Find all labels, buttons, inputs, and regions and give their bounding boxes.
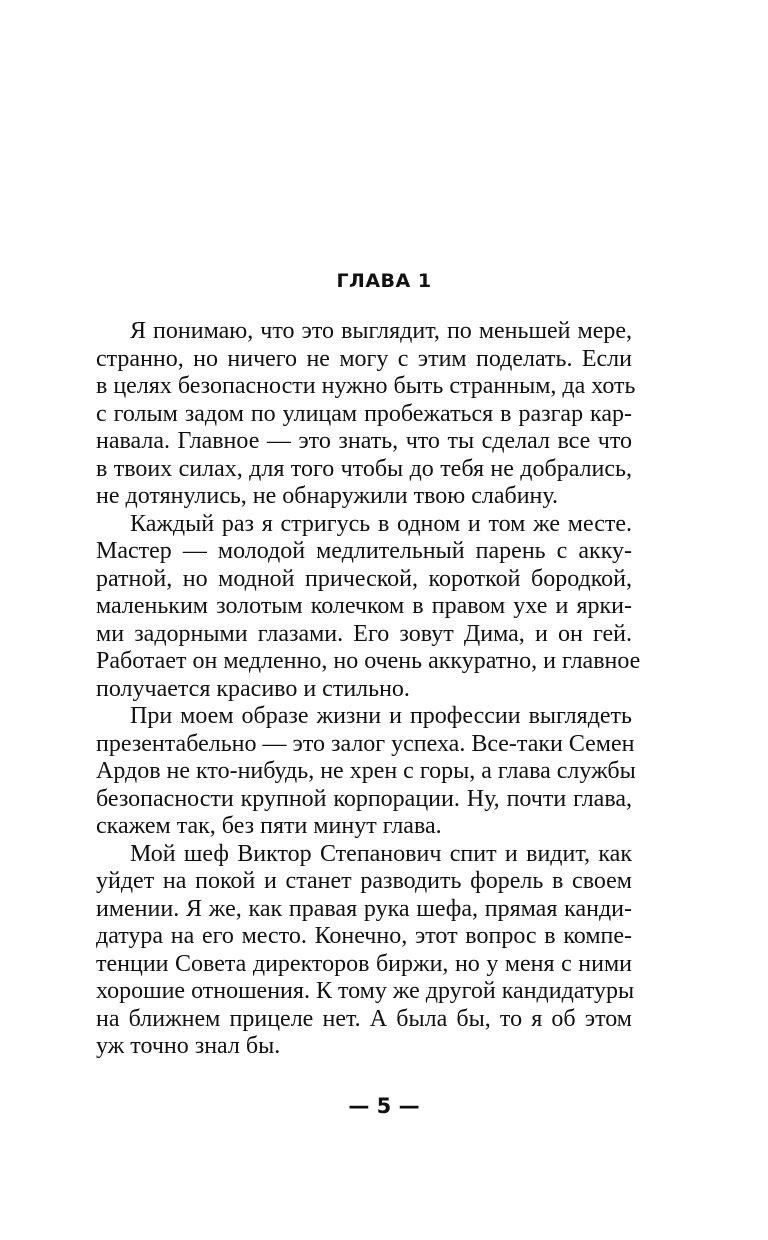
text-line: Каждый раз я стригусь в одном и том же месте. [130, 510, 632, 537]
text-line: презентабельно — это залог успеха. Все-таки Семен [96, 730, 635, 757]
text-line: ми задорными глазами. Его зовут Дима, и он гей. [96, 620, 632, 647]
text-line: хорошие отношения. К тому же другой кандидатуры [96, 978, 635, 1004]
paragraph-3 [96, 703, 636, 841]
page-number: — 5 — [348, 1094, 420, 1118]
text-line: Мой шеф Виктор Степанович спит и видит, как [130, 840, 632, 867]
text-line: Мастер — молодой медлительный парень с акку- [96, 538, 632, 564]
text-line: имении. Я же, как правая рука шефа, прямая канди- [96, 895, 632, 922]
text-line: не дотянулись, не обнаружили твою слабину. [96, 483, 558, 509]
text-line: безопасности крупной корпорации. Ну, почти глава, [96, 785, 632, 812]
text-line: на ближнем прицеле нет. А была бы, то я об этом [96, 1005, 632, 1032]
text-line: Ардов не кто-нибудь, не хрен с горы, а глава службы [96, 758, 636, 784]
text-line: в твоих силах, для того чтобы до тебя не добрались, [96, 455, 632, 482]
chapter-body [96, 318, 641, 1061]
paragraph-1 [96, 318, 636, 511]
text-line: с голым задом по улицам пробежаться в разгар кар- [96, 400, 632, 427]
text-line: Работает он медленно, но очень аккуратно, и главное [96, 648, 641, 674]
text-line: Я понимаю, что это выглядит, по меньшей мере, [130, 318, 632, 344]
paragraph-2 [96, 510, 641, 704]
text-line: ратной, но модной прической, короткой бородкой, [96, 565, 632, 592]
text-line: уж точно знал бы. [96, 1033, 281, 1059]
paragraph-4 [96, 840, 635, 1061]
chapter-heading: ГЛАВА 1 [336, 270, 432, 292]
text-line: датура на его место. Конечно, этот вопрос в компе- [96, 923, 632, 949]
text-line: странно, но ничего не могу с этим поделать. Если [96, 345, 632, 372]
text-line: тенции Совета директоров биржи, но у меня с ними [96, 950, 632, 977]
text-line: уйдет на покой и станет разводить форель в своем [96, 868, 632, 894]
text-line: скажем так, без пяти минут глава. [96, 813, 442, 839]
text-line: навала. Главное — это знать, что ты сделал все что [96, 428, 632, 454]
text-line: в целях безопасности нужно быть странным, да хоть [96, 373, 636, 399]
text-line: получается красиво и стильно. [96, 675, 410, 702]
text-line: При моем образе жизни и профессии выглядеть [130, 703, 632, 729]
text-line: маленьким золотым колечком в правом ухе и ярки- [96, 593, 632, 619]
